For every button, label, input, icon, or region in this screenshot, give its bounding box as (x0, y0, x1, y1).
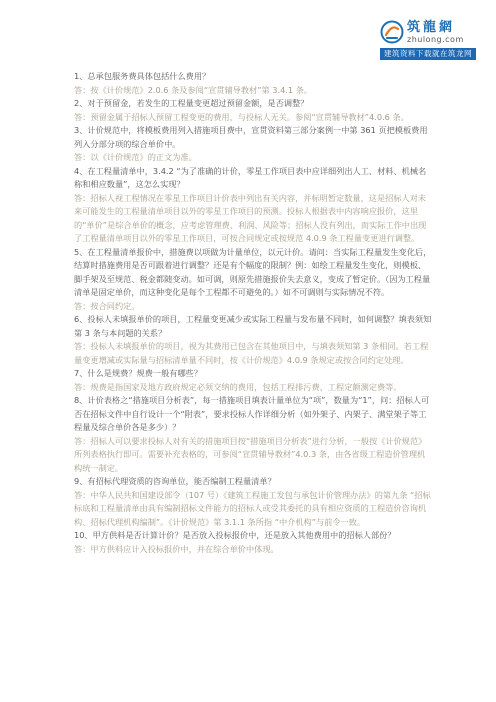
zhulong-logo[interactable] (380, 18, 476, 60)
answer-3: 答：以《计价规范》的正文为准。 (74, 152, 197, 162)
question-1: 1、总承包服务费具体包括什么费用？ (74, 71, 211, 81)
logo-url: zhulong.com (407, 34, 464, 44)
qa-content (74, 70, 432, 556)
logo-top (380, 18, 476, 46)
zhulong-logo-icon (380, 20, 404, 44)
question-6: 6、投标人未填报单价的项目，工程量变更减少或实际工程量与发布量不同时，如何调整？填表须知第 3 条与本问题的关系？ (74, 314, 432, 338)
question-8: 8、计价表格之“措施项目分析表”，每一措施项目填表计量单位为“项”，数量为“1”，问：招标人可否在招标文件中自行设计一个“附表”，要求投标人作详细分析（如外架子、内架子、满堂架子等工程量及综合单价各是多少）？ (74, 395, 430, 432)
logo-text (407, 20, 464, 45)
logo-name: 筑龍網 (407, 19, 456, 35)
answer-9: 答：中华人民共和国建设部令（107 号）《建筑工程施工发包与承包计价管理办法》的第九条 “招标标底和工程量清单由具有编制招标文件能力的招标人或受其委托的具有相应资质的工程造价咨询机构、招标代理机构编制”。《计价规范》第 3.1.1 条所指 “中介机构”与前令一致。 (74, 489, 431, 527)
answer-10: 答：甲方供料应计入投标报价中，并在综合单价中体现。 (74, 543, 279, 554)
answer-4: 答：招标人视工程情况在零星工作项目计价表中列出有关内容，并标明暂定数量，这是招标人对未来可能发生的工程量清单项目以外的零星工作项目的预测。投标人根据表中内容响应报价，这里的“单价”是综合单价的概念，应考虑管理费、利润、风险等；招标人没有列出，而实际工作中出现了工程量清单项目以外的零星工作项目，可按合同规定或按规范 4.0.9 条工程量变更进行调整。 (74, 192, 427, 243)
question-7: 7、什么是规费？规费一般有哪些？ (74, 368, 203, 378)
question-2: 2、对于预留金，若发生的工程量变更超过预留金额，是否调整？ (74, 98, 309, 108)
question-5: 5、在工程量清单报价中，措施费以项做为计量单位，以元计价。请问：当实际工程量发生变化后，结算时措施费用是否可跟着进行调整？还是有个幅度的限制？例：如绘工程量发生变化，则模板、脚手架及至规范、税金都随变动。如可调，则原先措施报价失去意义，变成了暂定价。（因为工程量清单是固定单价，而这种变化是每个工程都不可避免的。）如不可调则与实际情况不符。 (74, 246, 432, 297)
answer-5: 答：按合同约定。 (74, 300, 140, 311)
answer-2: 答：预留金属于招标人预留工程变更的费用，与投标人无关。参阅“宣贯辅导教材”4.0.6 条。 (74, 111, 409, 122)
answer-8: 答：招标人可以要求投标人对有关的措施项目按“措施项目分析表”进行分析，一般按《计价规范》所列表格执行即可。需要补充表格的，可参阅“宣贯辅导教材”4.0.3 条，由各省级工程造价管理机构统一制定。 (74, 435, 427, 473)
answer-7: 答：规费是指国家及地方政府规定必须交纳的费用，包括工程排污费、工程定额测定费等。 (74, 381, 402, 392)
answer-6: 答：投标人未填报单价的项目，视为其费用已包含在其他项目中，与填表须知第 3 条相同。若工程量变更增减或实际量与招标清单量不同时，按《计价规范》4.0.9 条规定或按合同约定处理。 (74, 341, 429, 365)
logo-tagline: 建筑资料下载就在筑龙网 (380, 48, 476, 60)
question-3: 3、计价规范中，将模板费用列入措施项目费中，宣贯资料第三部分案例一中第 361 页把模板费用列入分部分项的综合单价中。 (74, 125, 428, 149)
question-9: 9、有招标代理资质的咨询单位，能否编制工程量清单？ (74, 476, 276, 486)
answer-1: 答：按《计价规范》2.0.6 条及参阅“宣贯辅导教材”第 3.4.1 条。 (74, 84, 313, 95)
question-10: 10、甲方供料是否计算计价？是否放入投标报价中，还是放入其他费用中的招标人部份？ (74, 530, 396, 540)
question-4: 4、在工程量清单中，3.4.2 “为了准确的计价，零星工作项目表中应详细列出人工、材料、机械名称和相应数量”，这怎么实现？ (74, 165, 427, 189)
